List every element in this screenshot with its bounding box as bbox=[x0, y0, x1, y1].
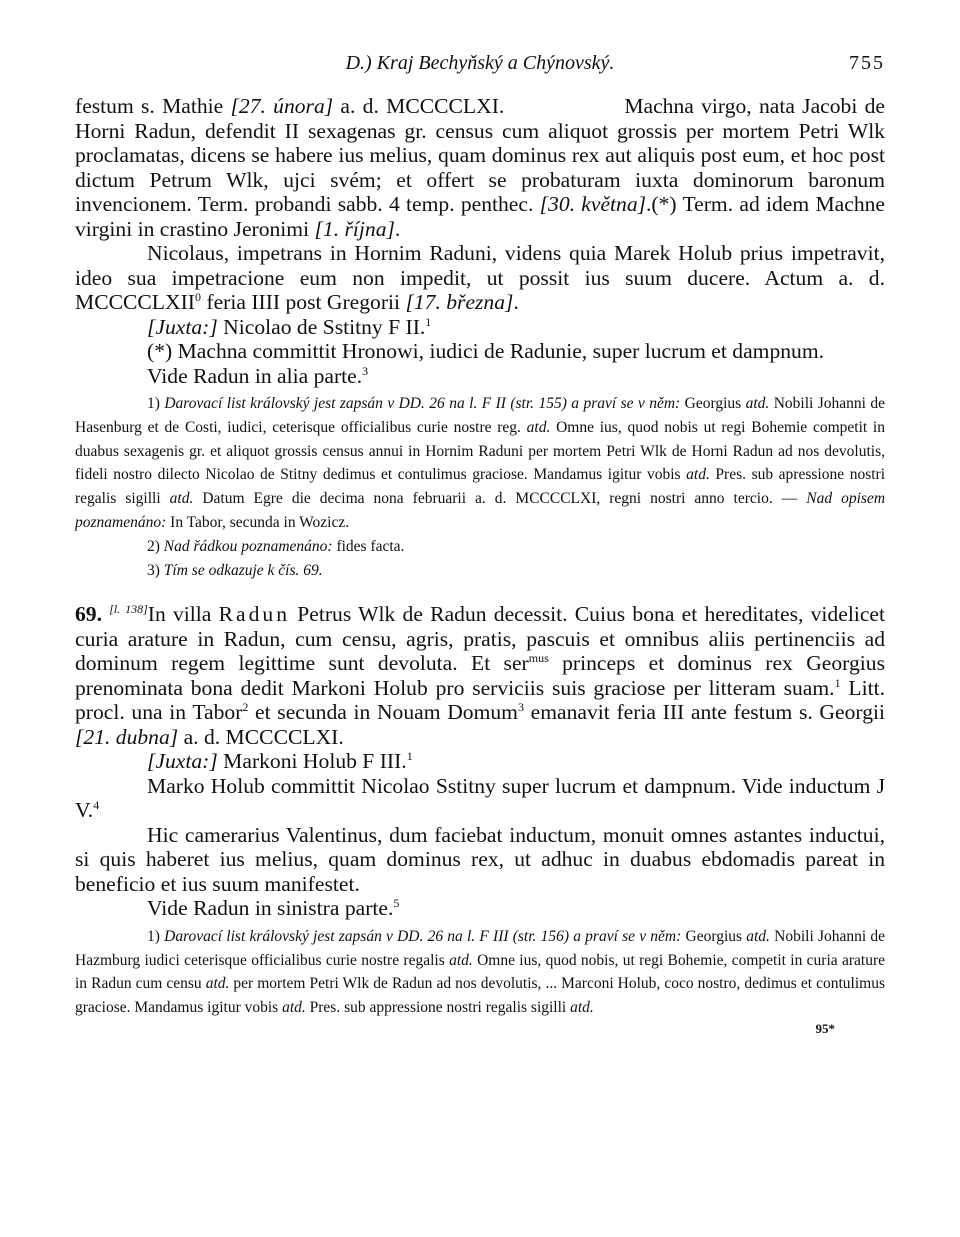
entry68-juxta: [Juxta:] Nicolao de Sstitny F II.$^1$ bbox=[147, 314, 432, 339]
date-note: [27. února] bbox=[230, 94, 334, 118]
page-header bbox=[75, 52, 885, 78]
entry69-paragraph-2: Marko Holub committit Nicolao Sstitny super lucrum et dampnum. Vide inductum J V.$^4$ bbox=[75, 773, 885, 823]
date-note: [1. října] bbox=[314, 216, 395, 241]
date-note: [17. března] bbox=[405, 290, 514, 314]
entry68-note-star: (*) Machna committit Hronowi, iudici de Radunie, super lucrum et dampnum. bbox=[147, 339, 825, 363]
folio-reference: [l. 138] bbox=[109, 602, 148, 617]
page-number: 755 bbox=[849, 52, 885, 74]
entry69-paragraph-1: 69. [l. 138]In villa Radun Petrus Wlk de Radun decessit. Cuius bona et hereditates, videlicet curia arature in Radun, cum censu, agris, pratis, pascuis et omnibus aliis pertinenciis ad dominum regem legittime sunt devoluta. Et ser$^{mus}$ princeps et dominus rex Georgius prenominata bona dedit Markoni Holub pro serviciis suis graciose per litteram suam.$^1$ Litt. procl. una in Tabor$^2$ et secunda in Nouam Domum$^3$ emanavit feria III ante festum s. Georgii [21. dubna] a. d. MCCCCLXI. bbox=[75, 602, 885, 749]
date-note: [21. dubna] bbox=[75, 724, 179, 749]
entry69-paragraph-3: Hic camerarius Valentinus, dum faciebat inductum, monuit omnes astantes inductui, si quis haberet ius melius, quam dominus rex, ut adhuc in duabus ebdomadis pareat in beneficio et ius suum manifestet. bbox=[75, 822, 885, 896]
footnote-3: 3) Tím se odkazuje k čís. 69. bbox=[147, 561, 323, 579]
entry69-juxta: [Juxta:] Markoni Holub F III.$^1$ bbox=[147, 749, 413, 774]
place-name: Radun bbox=[218, 602, 291, 627]
footnote-1: 1) Darovací list královský jest zapsán v DD. 26 na l. F II (str. 155) a praví se v něm: Georgius atd. Nobili Johanni de Hasenburg et de Costi, iudici, ceterisque officialibus curie nostre reg. atd. Omne ius, quod nobis ut regi Bohemie competit in duabus sexagenis gr. et aliquot grossis census annui in Hornim Raduni per mortem Petri Wlk de Horni Radun ad nos devolutis, fideli nostro dilecto Nicolao de Stitny dedimus et contulimus graciose. Mandamus igitur vobis atd. Pres. sub apressione nostri regalis sigilli atd. Datum Egre die decima nona februarii a. d. MCCCCLXI, regni nostri anno tercio. — Nad opisem poznamenáno: In Tabor, secunda in Wozicz. bbox=[75, 395, 886, 531]
footnote-2: 2) Nad řádkou poznamenáno: fides facta. bbox=[147, 537, 405, 555]
entry-number: 69. bbox=[75, 602, 102, 627]
footnote-1: 1) Darovací list královský jest zapsán v DD. 26 na l. F III (str. 156) a praví se v něm: Georgius atd. Nobili Johanni de Hazmburg iudici ceterisque officialibus curie nostre regalis atd. Omne ius, quod nobis, ut regi Bohemie, competit in curia arature in Radun cum censu atd. per mortem Petri Wlk de Radun ad nos devolutis, ... Marconi Holub, coco nostro, dedimus et contulimus graciose. Mandamus igitur vobis atd. Pres. sub appressione nostri regalis sigilli atd. bbox=[75, 927, 886, 1017]
running-title: D.) Kraj Bechyňský a Chýnovský. bbox=[345, 52, 615, 74]
entry69-vide: Vide Radun in sinistra parte.$^5$ bbox=[147, 896, 400, 921]
entry68-paragraph-1: festum s. Mathie [27. února] a. d. MCCCCLXI. Machna virgo, nata Jacobi de Horni Radun, defendit II sexagenas gr. census cum aliquot grossis per mortem Petri Wlk proclamatas, dicens se habere ius melius, quam dominus rex aut aliquis post eum, et hoc post dictum Petrum Wlk, ujci svém; et offert se probaturam iuxta dominorum baronum invencionem. Term. probandi sabb. 4 temp. penthec. [30. května].(*) Term. ad idem Machne virgini in crastino Jeronimi [1. října]. bbox=[75, 94, 885, 241]
date-note: [30. května] bbox=[539, 192, 647, 216]
body-text bbox=[75, 94, 885, 1038]
entry68-vide: Vide Radun in alia parte.$^3$ bbox=[147, 363, 369, 388]
sheet-signature: 95* bbox=[815, 1021, 835, 1037]
entry68-paragraph-2: Nicolaus, impetrans in Hornim Raduni, videns quia Marek Holub prius impetravit, ideo sua impetracione eum non impedit, ut possit ius suum ducere. Actum a. d. MCCCCLXII$^0$ feria IIII post Gregorii [17. března]. bbox=[75, 241, 885, 314]
